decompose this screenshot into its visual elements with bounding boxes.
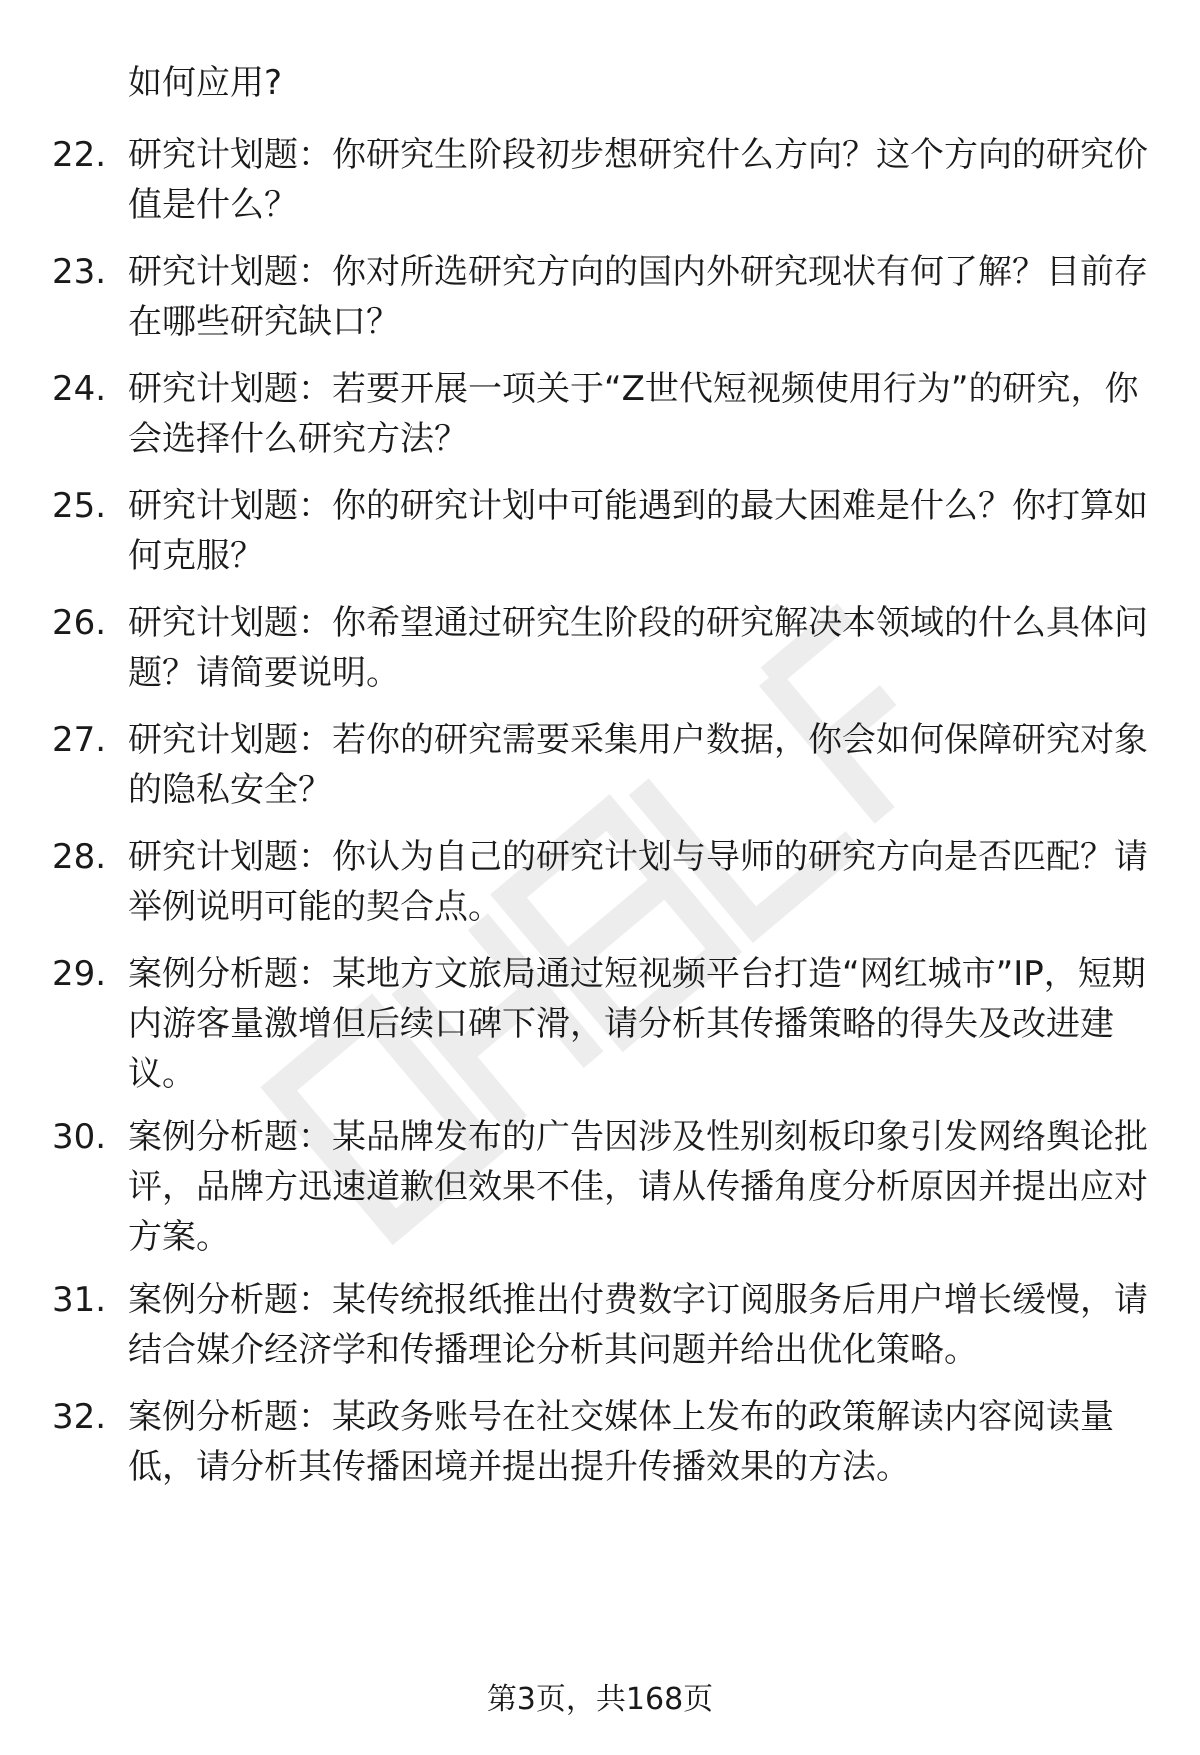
question-text: 案例分析题：某政务账号在社交媒体上发布的政策解读内容阅读量低，请分析其传播困境并提出提升传播效果的方法。	[128, 1397, 1114, 1487]
question-number: 23.	[52, 252, 107, 292]
question-item	[52, 1112, 1152, 1262]
question-item	[52, 130, 1152, 230]
question-number: 24.	[52, 369, 107, 409]
question-text: 研究计划题：你希望通过研究生阶段的研究解决本领域的什么具体问题？请简要说明。	[128, 603, 1148, 693]
question-item	[52, 832, 1152, 932]
question-item	[52, 598, 1152, 698]
question-text: 案例分析题：某地方文旅局通过短视频平台打造“网红城市”IP，短期内游客量激增但后续口碑下滑，请分析其传播策略的得失及改进建议。	[128, 954, 1146, 1094]
question-text: 研究计划题：你对所选研究方向的国内外研究现状有何了解？目前存在哪些研究缺口？	[128, 252, 1148, 342]
question-item	[52, 247, 1152, 347]
question-item	[52, 715, 1152, 815]
previous-question-continuation: 如何应用?	[128, 63, 283, 103]
question-number: 32.	[52, 1397, 107, 1437]
question-text: 研究计划题：若要开展一项关于“Z世代短视频使用行为”的研究，你会选择什么研究方法？	[128, 369, 1139, 459]
question-number: 31.	[52, 1280, 107, 1320]
question-item	[52, 1275, 1152, 1375]
question-number: 22.	[52, 135, 107, 175]
question-number: 25.	[52, 486, 107, 526]
question-number: 29.	[52, 954, 107, 994]
question-number: 26.	[52, 603, 107, 643]
question-text: 研究计划题：你研究生阶段初步想研究什么方向？这个方向的研究价值是什么？	[128, 135, 1148, 225]
question-item	[52, 1392, 1152, 1492]
question-text: 研究计划题：若你的研究需要采集用户数据，你会如何保障研究对象的隐私安全？	[128, 720, 1148, 810]
question-item	[52, 364, 1152, 464]
question-number: 30.	[52, 1117, 107, 1157]
page-footer: 第3页，共168页	[486, 1682, 714, 1717]
question-text: 案例分析题：某传统报纸推出付费数字订阅服务后用户增长缓慢，请结合媒介经济学和传播理论分析其问题并给出优化策略。	[128, 1280, 1148, 1370]
question-item	[52, 481, 1152, 581]
question-text: 研究计划题：你的研究计划中可能遇到的最大困难是什么？你打算如何克服？	[128, 486, 1148, 576]
question-text: 研究计划题：你认为自己的研究计划与导师的研究方向是否匹配？请举例说明可能的契合点。	[128, 837, 1148, 927]
question-text: 案例分析题：某品牌发布的广告因涉及性别刻板印象引发网络舆论批评，品牌方迅速道歉但效果不佳，请从传播角度分析原因并提出应对方案。	[128, 1117, 1148, 1257]
question-number: 27.	[52, 720, 107, 760]
question-number: 28.	[52, 837, 107, 877]
question-item	[52, 949, 1152, 1099]
